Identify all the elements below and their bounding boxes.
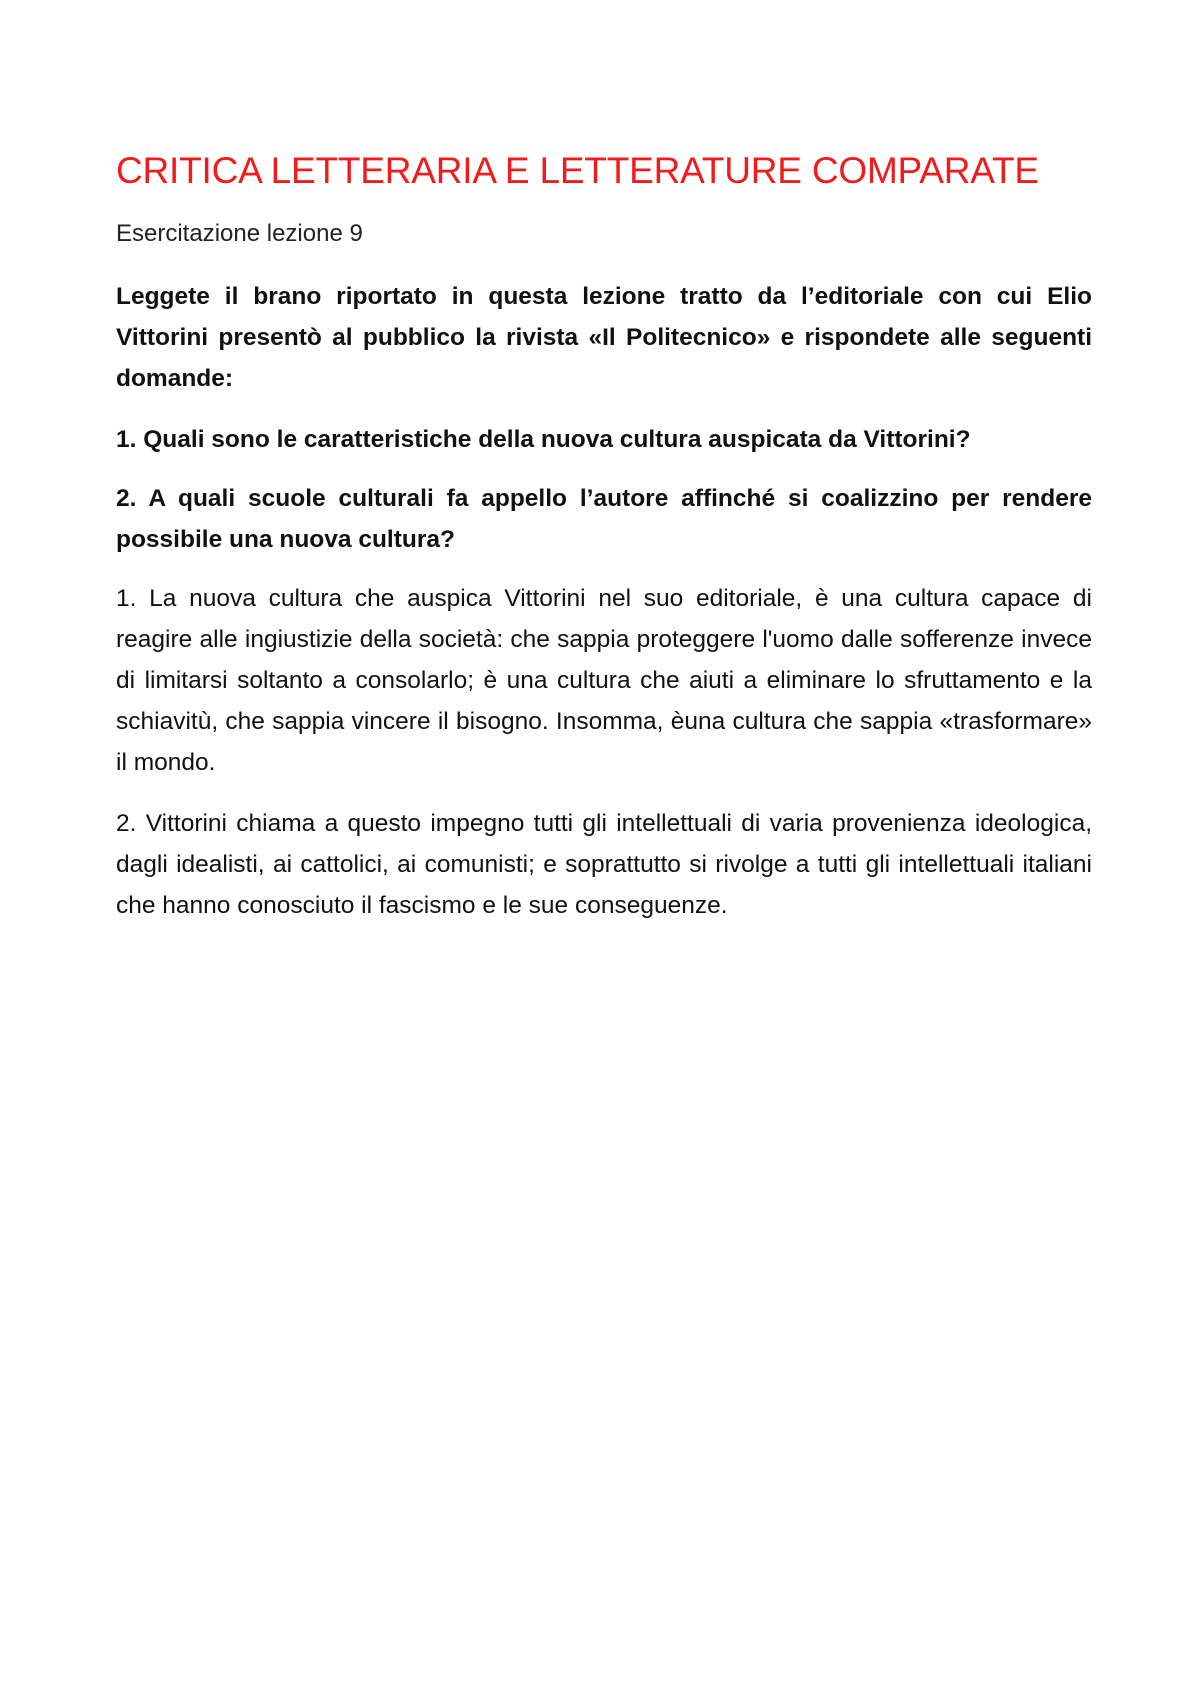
document-title: CRITICA LETTERARIA E LETTERATURE COMPARATE xyxy=(116,150,1039,191)
document-subtitle: Esercitazione lezione 9 xyxy=(116,220,363,247)
answer-2: 2. Vittorini chiama a questo impegno tutti gli intellettuali di varia provenienza ideologica, dagli idealisti, ai cattolici, ai comunisti; e soprattutto si rivolge a tutti gli intellettuali italiani che hanno conosciuto il fascismo e le sue conseguenze. xyxy=(116,810,1092,919)
assignment-instructions: Leggete il brano riportato in questa lezione tratto da l’editoriale con cui Elio Vittorini presentò al pubblico la rivista «Il Politecnico» e rispondete alle seguenti domande: xyxy=(116,283,1092,392)
answer-1: 1. La nuova cultura che auspica Vittorini nel suo editoriale, è una cultura capace di reagire alle ingiustizie della società: che sappia proteggere l'uomo dalle sofferenze invece di limitarsi soltanto a consolarlo; è una cultura che aiuti a eliminare lo sfruttamento e la schiavitù, che sappia vincere il bisogno. Insomma, èuna cultura che sappia «trasformare» il mondo. xyxy=(116,585,1092,776)
question-1: 1. Quali sono le caratteristiche della nuova cultura auspicata da Vittorini? xyxy=(116,426,971,453)
question-2: 2. A quali scuole culturali fa appello l’autore affinché si coalizzino per rendere possibile una nuova cultura? xyxy=(116,485,1092,553)
document-body xyxy=(116,148,1092,946)
